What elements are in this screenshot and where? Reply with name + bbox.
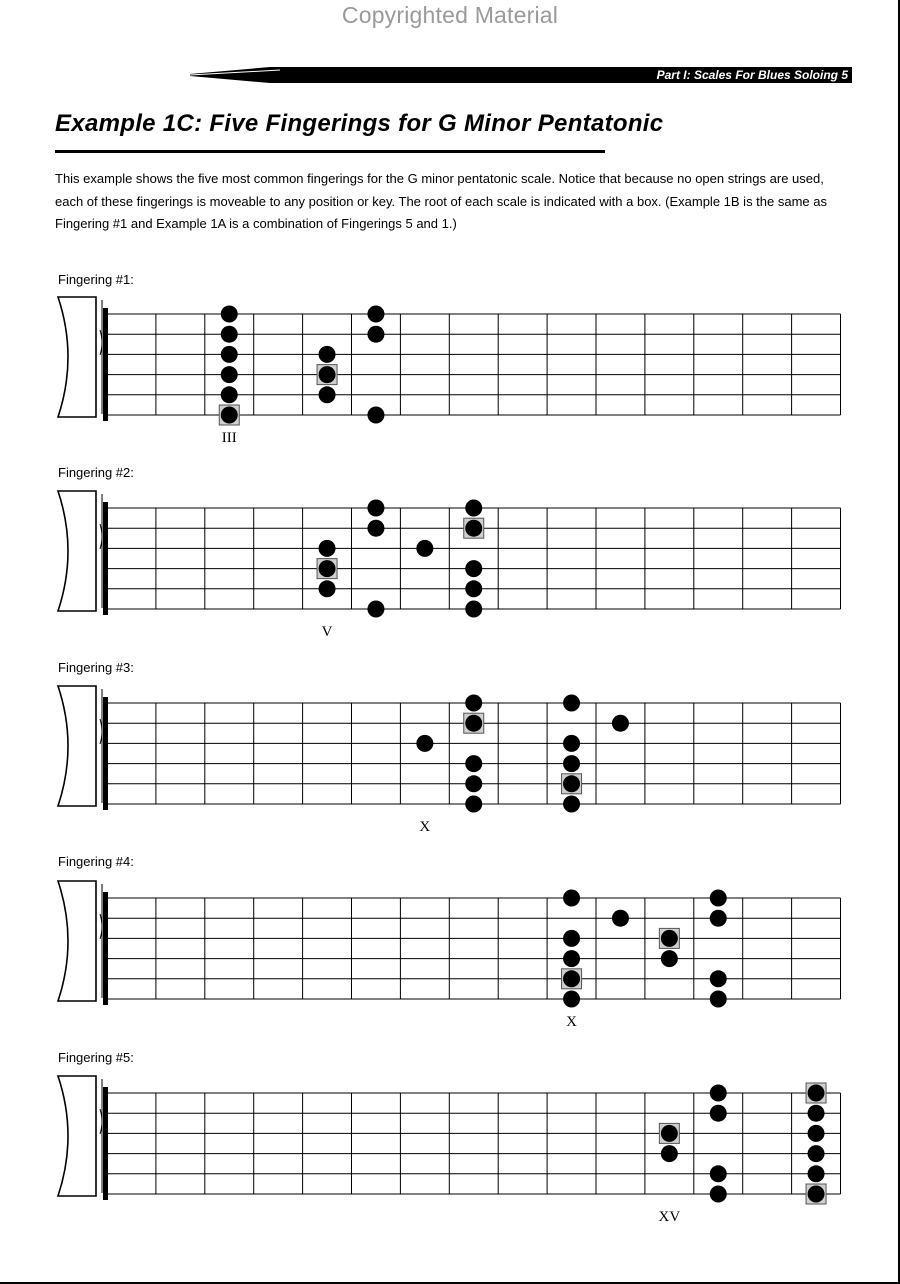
note-dot bbox=[710, 1165, 727, 1182]
position-marker: XV bbox=[658, 1209, 681, 1225]
nut bbox=[103, 892, 108, 1005]
headstock bbox=[58, 881, 96, 1001]
note-dot bbox=[465, 580, 482, 597]
root-note-dot bbox=[221, 407, 238, 424]
note-dot bbox=[563, 991, 580, 1008]
note-dot bbox=[465, 796, 482, 813]
position-marker: X bbox=[566, 1014, 577, 1030]
fingering-2-label: Fingering #2: bbox=[58, 465, 134, 480]
note-dot bbox=[563, 950, 580, 967]
note-dot bbox=[221, 386, 238, 403]
note-dot bbox=[661, 950, 678, 967]
root-note-dot bbox=[319, 560, 336, 577]
nut bbox=[103, 1087, 108, 1200]
note-dot bbox=[808, 1145, 825, 1162]
root-note-dot bbox=[563, 970, 580, 987]
headstock bbox=[58, 1076, 96, 1196]
note-dot bbox=[563, 755, 580, 772]
note-dot bbox=[612, 910, 629, 927]
note-dot bbox=[465, 560, 482, 577]
note-dot bbox=[367, 520, 384, 537]
note-dot bbox=[221, 346, 238, 363]
note-dot bbox=[465, 601, 482, 618]
root-note-dot bbox=[465, 715, 482, 732]
fingering-3-label: Fingering #3: bbox=[58, 660, 134, 675]
fingering-1-diagram bbox=[0, 295, 900, 455]
copyright-watermark: Copyrighted Material bbox=[341, 2, 559, 28]
note-dot bbox=[367, 500, 384, 517]
note-dot bbox=[416, 735, 433, 752]
note-dot bbox=[808, 1105, 825, 1122]
note-dot bbox=[367, 326, 384, 343]
title-underline bbox=[55, 150, 605, 153]
note-dot bbox=[710, 970, 727, 987]
fingering-4-label: Fingering #4: bbox=[58, 854, 134, 869]
position-marker: III bbox=[221, 430, 237, 446]
fingering-2-diagram bbox=[0, 489, 900, 649]
headstock bbox=[58, 491, 96, 611]
note-dot bbox=[465, 695, 482, 712]
page-title: Example 1C: Five Fingerings for G Minor Pentatonic bbox=[55, 110, 664, 137]
note-dot bbox=[661, 1145, 678, 1162]
root-note-dot bbox=[661, 930, 678, 947]
note-dot bbox=[319, 346, 336, 363]
fingering-5-diagram bbox=[0, 1074, 900, 1234]
note-dot bbox=[808, 1125, 825, 1142]
headstock bbox=[58, 297, 96, 417]
note-dot bbox=[367, 407, 384, 424]
fingering-5-label: Fingering #5: bbox=[58, 1050, 134, 1065]
note-dot bbox=[221, 366, 238, 383]
note-dot bbox=[367, 306, 384, 323]
root-note-dot bbox=[661, 1125, 678, 1142]
note-dot bbox=[710, 910, 727, 927]
note-dot bbox=[563, 930, 580, 947]
position-marker: V bbox=[321, 624, 333, 640]
note-dot bbox=[710, 890, 727, 907]
note-dot bbox=[563, 890, 580, 907]
nut bbox=[103, 697, 108, 810]
note-dot bbox=[416, 540, 433, 557]
root-note-dot bbox=[563, 775, 580, 792]
fingering-3-diagram bbox=[0, 684, 900, 844]
root-note-dot bbox=[808, 1085, 825, 1102]
note-dot bbox=[319, 540, 336, 557]
note-dot bbox=[465, 500, 482, 517]
nut bbox=[103, 502, 108, 615]
note-dot bbox=[710, 1105, 727, 1122]
note-dot bbox=[710, 1085, 727, 1102]
note-dot bbox=[319, 580, 336, 597]
note-dot bbox=[563, 796, 580, 813]
fingering-1-label: Fingering #1: bbox=[58, 272, 134, 287]
note-dot bbox=[710, 1186, 727, 1203]
note-dot bbox=[221, 326, 238, 343]
root-note-dot bbox=[319, 366, 336, 383]
running-header: Part I: Scales For Blues Soloing 5 bbox=[656, 68, 848, 82]
note-dot bbox=[563, 695, 580, 712]
note-dot bbox=[808, 1165, 825, 1182]
root-note-dot bbox=[465, 520, 482, 537]
note-dot bbox=[319, 386, 336, 403]
note-dot bbox=[465, 755, 482, 772]
note-dot bbox=[563, 735, 580, 752]
fingering-4-diagram bbox=[0, 879, 900, 1039]
note-dot bbox=[465, 775, 482, 792]
note-dot bbox=[221, 306, 238, 323]
note-dot bbox=[367, 601, 384, 618]
note-dot bbox=[612, 715, 629, 732]
intro-paragraph: This example shows the five most common fingerings for the G minor pentatonic scale. Notice that because no open strings are used, each of these fingerings is moveable to any position or key. The root of each scale is indicated with a box. (Example 1B is the same as Fingering #1 and Example 1A is a combination of Fingerings 5 and 1.) bbox=[55, 171, 827, 231]
note-dot bbox=[710, 991, 727, 1008]
root-note-dot bbox=[808, 1186, 825, 1203]
position-marker: X bbox=[419, 819, 431, 835]
nut bbox=[103, 308, 108, 421]
headstock bbox=[58, 686, 96, 806]
